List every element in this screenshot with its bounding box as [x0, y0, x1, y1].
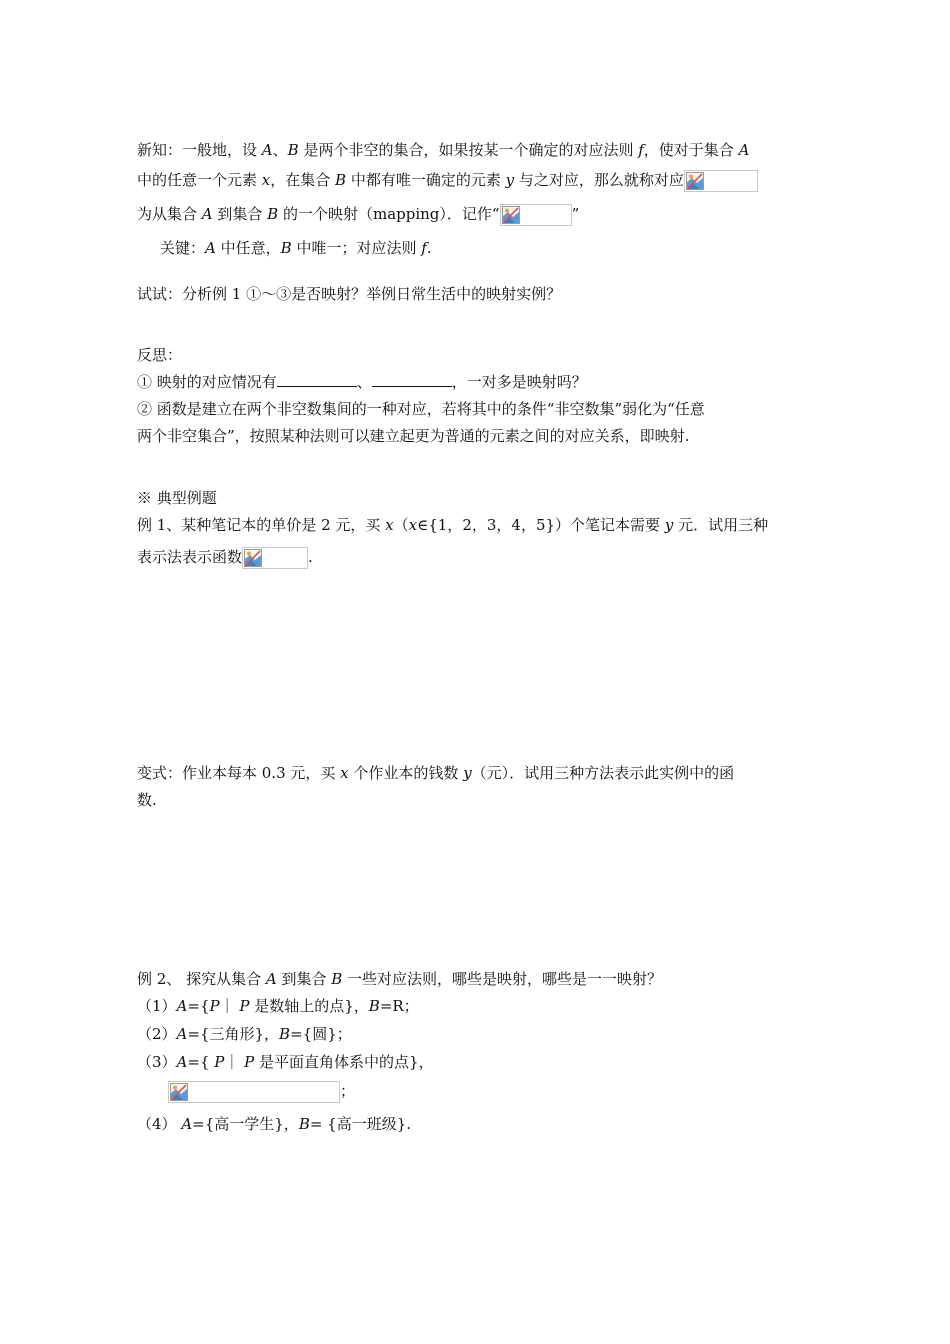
text: 中任意， [215, 239, 281, 257]
text: 表示法表示函数 [137, 548, 243, 566]
example-2-item-2 [137, 1024, 352, 1044]
text: 的一个映射（mapping）．记作“ [278, 205, 500, 223]
var-b: B [298, 1115, 310, 1133]
text: （1） [137, 997, 177, 1015]
reflection-question-2b: 两个非空集合”，按照某种法则可以建立起更为普通的元素之间的对应关系，即映射. [137, 427, 690, 445]
var-b: B [279, 1025, 291, 1043]
var-a: A [181, 1115, 193, 1133]
example-1-line-1 [137, 515, 768, 535]
try-prompt: 试试：分析例 1 ①～③是否映射？举例日常生活中的映射实例？ [137, 285, 562, 303]
text: ，一对多是映射吗？ [451, 373, 587, 391]
text: ={三角形}， [187, 1025, 280, 1043]
definition-line-3 [137, 204, 579, 226]
text: ，在集合 [270, 171, 336, 189]
text: 一些对应法则，哪些是映射，哪些是一一映射？ [342, 970, 663, 988]
text: 中的任意一个元素 [137, 171, 262, 189]
example-1-line-2 [137, 547, 313, 569]
fill-blank[interactable] [372, 372, 452, 387]
formula-image-placeholder [500, 204, 572, 226]
text: 中都有唯一确定的元素 [346, 171, 506, 189]
text: 变式：作业本每本 0.3 元，买 [137, 764, 341, 782]
text: 例 1、某种笔记本的单价是 2 元，买 [137, 516, 386, 534]
var-a: A [176, 1025, 188, 1043]
var-a: A [176, 1053, 188, 1071]
reflection-question-2a: ② 函数是建立在两个非空数集间的一种对应，若将其中的条件“非空数集”弱化为“任意 [137, 400, 705, 418]
formula-image-placeholder [168, 1081, 340, 1103]
var-a: A [261, 141, 273, 159]
text: （ [393, 516, 409, 534]
var-y: y [505, 171, 515, 189]
key-points [160, 238, 432, 258]
fill-blank[interactable] [277, 372, 357, 387]
variant-line-1 [137, 763, 734, 783]
text: （3） [137, 1053, 177, 1071]
variant-line-2: 数. [137, 791, 157, 809]
text: ={高一学生}， [192, 1115, 299, 1133]
var-b: B [368, 997, 380, 1015]
var-p: P [244, 1053, 255, 1071]
var-b: B [287, 141, 299, 159]
text: =R； [379, 997, 419, 1015]
var-b: B [331, 970, 343, 988]
text: 是数轴上的点}， [249, 997, 369, 1015]
text: 、 [272, 141, 288, 159]
var-y: y [664, 516, 674, 534]
formula-image-placeholder [684, 170, 758, 192]
var-y: y [463, 764, 472, 782]
text: ，使对于集合 [643, 141, 739, 159]
text: 新知：一般地，设 [137, 141, 262, 159]
text: . [426, 239, 432, 257]
var-a: A [738, 141, 750, 159]
definition-line-2 [137, 170, 758, 192]
text: （2） [137, 1025, 177, 1043]
definition-line-1 [137, 140, 749, 160]
text: ={ [187, 997, 210, 1015]
text: ={ [187, 1053, 215, 1071]
broken-image-icon [170, 1083, 188, 1101]
text: 是两个非空的集合，如果按某一个确定的对应法则 [298, 141, 639, 159]
text: 关键： [160, 239, 206, 257]
text: 、 [356, 373, 372, 391]
text: （4） [137, 1115, 182, 1133]
var-a: A [265, 970, 277, 988]
text: ； [340, 1082, 356, 1100]
reflection-title: 反思： [137, 346, 183, 364]
var-f: f [421, 239, 427, 257]
text: ｜ [224, 1053, 245, 1071]
text: 元．试用三种 [673, 516, 769, 534]
example-2-item-1 [137, 996, 419, 1016]
formula-image-placeholder [242, 547, 308, 569]
text: . [308, 548, 313, 566]
text: 与之对应，那么就称对应 [514, 171, 684, 189]
var-a: A [176, 997, 188, 1015]
text: ={圆}； [290, 1025, 352, 1043]
text: 为从集合 [137, 205, 202, 223]
text: 中唯一；对应法则 [291, 239, 422, 257]
var-a: A [205, 239, 216, 257]
text: ” [571, 205, 580, 223]
var-x: x [385, 516, 394, 534]
var-p: P [214, 1053, 225, 1071]
var-x: x [340, 764, 349, 782]
broken-image-icon [686, 172, 704, 190]
text: 到集合 [212, 205, 268, 223]
var-b: B [280, 239, 292, 257]
var-p: P [209, 997, 220, 1015]
broken-image-icon [502, 206, 520, 224]
text: 例 2、 探究从集合 [137, 970, 266, 988]
text: ∈{1，2，3，4，5}）个笔记本需要 [417, 516, 665, 534]
var-p: P [239, 997, 250, 1015]
example-2-item-4 [137, 1114, 411, 1134]
var-x: x [261, 171, 271, 189]
text: = {高一班级}. [309, 1115, 412, 1133]
var-b: B [335, 171, 347, 189]
var-b: B [267, 205, 279, 223]
broken-image-icon [244, 549, 262, 567]
example-2-intro [137, 969, 662, 989]
text: 个作业本的钱数 [348, 764, 464, 782]
examples-heading: ※ 典型例题 [137, 489, 217, 507]
text: 是平面直角体系中的点}， [254, 1053, 434, 1071]
example-2-item-3 [137, 1052, 434, 1072]
text: （元）．试用三种方法表示此实例中的函 [471, 764, 735, 782]
reflection-question-1 [137, 372, 587, 392]
example-2-item-3-rule [168, 1081, 355, 1103]
text: ① 映射的对应情况有 [137, 373, 277, 391]
var-x: x [408, 516, 418, 534]
var-a: A [201, 205, 213, 223]
text: ｜ [219, 997, 240, 1015]
var-f: f [638, 141, 644, 159]
text: 到集合 [276, 970, 332, 988]
